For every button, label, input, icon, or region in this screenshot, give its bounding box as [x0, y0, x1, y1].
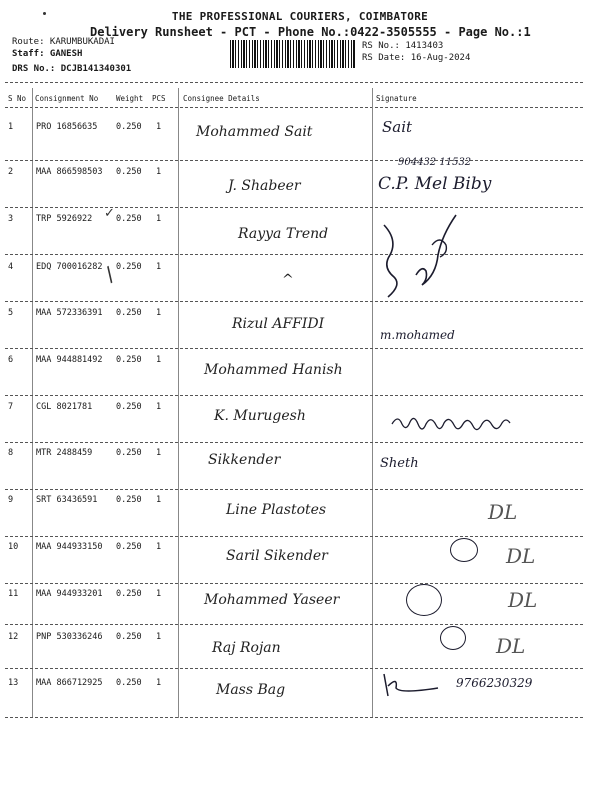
row-weight: 0.250	[116, 262, 142, 272]
row-consignment: MAA 944881492	[36, 355, 103, 365]
row-pcs: 1	[156, 167, 162, 177]
row-consignment: CGL 8021781	[36, 402, 93, 412]
row-consignment: MAA 866712925	[36, 678, 103, 688]
row-signature: DL	[506, 544, 536, 568]
row-consignment: EDQ 700016282	[36, 262, 103, 272]
row-consignee: Mohammed Sait	[196, 124, 313, 140]
row-consignee: Mohammed Yaseer	[204, 592, 340, 608]
row-pcs: 1	[156, 589, 162, 599]
route-label: Route: KARUMBUKADAI	[12, 37, 115, 47]
slash-mark-icon: /	[100, 261, 119, 287]
row-separator	[5, 442, 583, 443]
row-weight: 0.250	[116, 448, 142, 458]
row-signature-note: 904432 11532	[398, 157, 472, 168]
row-pcs: 1	[156, 355, 162, 365]
row-consignment: TRP 5926922	[36, 214, 93, 224]
signature-loop	[406, 584, 442, 616]
row-sno: 9	[8, 495, 14, 505]
row-weight: 0.250	[116, 122, 142, 132]
col-header-consignee: Consignee Details	[183, 94, 260, 103]
row-pcs: 1	[156, 308, 162, 318]
row-consignment: SRT 63436591	[36, 495, 98, 505]
row-separator	[5, 489, 583, 490]
row-sno: 8	[8, 448, 14, 458]
row-separator	[5, 160, 583, 161]
row-pcs: 1	[156, 262, 162, 272]
row-weight: 0.250	[116, 542, 142, 552]
row-separator	[5, 395, 583, 396]
row-separator	[5, 348, 583, 349]
row-separator	[5, 717, 583, 718]
row-signature: DL	[496, 634, 526, 658]
row-signature: 9766230329	[456, 676, 533, 690]
row-weight: 0.250	[116, 589, 142, 599]
row-consignee: Sikkender	[208, 452, 281, 468]
row-pcs: 1	[156, 542, 162, 552]
header-rule-top	[5, 82, 583, 83]
row-13-signature-scribble	[378, 670, 448, 700]
row-weight: 0.250	[116, 632, 142, 642]
row-consignee: Raj Rojan	[212, 640, 281, 656]
col-header-weight: Weight	[116, 94, 144, 103]
row-pcs: 1	[156, 495, 162, 505]
row-pcs: 1	[156, 678, 162, 688]
row-pcs: 1	[156, 448, 162, 458]
row-signature: Sheth	[380, 456, 419, 471]
row-signature: C.P. Mel Biby	[378, 174, 492, 194]
staff-label: Staff: GANESH	[12, 49, 83, 59]
row-sno: 6	[8, 355, 14, 365]
row-consignee: Line Plastotes	[226, 502, 327, 518]
row-separator	[5, 301, 583, 302]
row-consignee: Saril Sikender	[226, 548, 328, 564]
row-weight: 0.250	[116, 495, 142, 505]
row-weight: 0.250	[116, 167, 142, 177]
row-consignee: Rayya Trend	[238, 226, 329, 242]
tick-mark-icon: ✓	[104, 206, 115, 221]
row-sno: 5	[8, 308, 14, 318]
row-signature: DL	[488, 500, 518, 524]
signature-loop	[440, 626, 466, 650]
row-separator	[5, 536, 583, 537]
runsheet-subtitle: Delivery Runsheet - PCT - Phone No.:0422-3505555 - Page No.:1	[90, 25, 531, 39]
row-weight: 0.250	[116, 214, 142, 224]
rs-number: RS No.: 1413403	[362, 41, 444, 51]
col-header-pcs: PCS	[152, 94, 166, 103]
row-weight: 0.250	[116, 355, 142, 365]
row-consignment: MAA 944933201	[36, 589, 103, 599]
row-consignee: J. Shabeer	[228, 178, 301, 194]
row-consignment: MTR 2488459	[36, 448, 93, 458]
header-rule-bottom	[5, 107, 583, 108]
large-signature-drawing	[376, 205, 476, 305]
signature-loop	[450, 538, 478, 562]
tamil-signature-drawing	[388, 410, 538, 436]
row-sno: 1	[8, 122, 14, 132]
row-sno: 7	[8, 402, 14, 412]
row-sno: 12	[8, 632, 19, 642]
row-separator	[5, 207, 583, 208]
row-pcs: 1	[156, 122, 162, 132]
row-consignee: Rizul AFFIDI	[232, 316, 325, 332]
row-signature: DL	[508, 588, 538, 612]
row-sno: 13	[8, 678, 19, 688]
company-title: THE PROFESSIONAL COURIERS, COIMBATORE	[171, 10, 429, 23]
row-consignee: Mohammed Hanish	[204, 362, 343, 378]
row-pcs: 1	[156, 402, 162, 412]
row-consignment: MAA 572336391	[36, 308, 103, 318]
row-separator	[5, 583, 583, 584]
row-weight: 0.250	[116, 402, 142, 412]
row-consignment: PRO 16856635	[36, 122, 98, 132]
barcode-image	[230, 40, 356, 68]
col-header-signature: Signature	[376, 94, 417, 103]
row-sno: 11	[8, 589, 19, 599]
row-signature: m.mohamed	[380, 328, 455, 342]
row-consignee: K. Murugesh	[214, 408, 306, 424]
row-consignment: MAA 944933150	[36, 542, 103, 552]
row-separator	[5, 254, 583, 255]
drs-number: DRS No.: DCJB141340301	[12, 64, 132, 74]
row-sno: 3	[8, 214, 14, 224]
row-signature: Sait	[382, 118, 413, 136]
row-consignment: MAA 866598503	[36, 167, 103, 177]
row-sno: 10	[8, 542, 19, 552]
row-consignee: Mass Bag	[216, 682, 286, 698]
row-weight: 0.250	[116, 678, 142, 688]
row-pcs: 1	[156, 632, 162, 642]
row-separator	[5, 668, 583, 669]
rs-date: RS Date: 16-Aug-2024	[362, 53, 471, 63]
row-sno: 4	[8, 262, 14, 272]
row-consignment: PNP 530336246	[36, 632, 103, 642]
row-weight: 0.250	[116, 308, 142, 318]
col-header-sno: S No	[8, 94, 27, 103]
row-separator	[5, 624, 583, 625]
row-pcs: 1	[156, 214, 162, 224]
row-sno: 2	[8, 167, 14, 177]
col-header-consignment: Consignment No	[35, 94, 99, 103]
row-consignee: ^	[282, 272, 294, 288]
